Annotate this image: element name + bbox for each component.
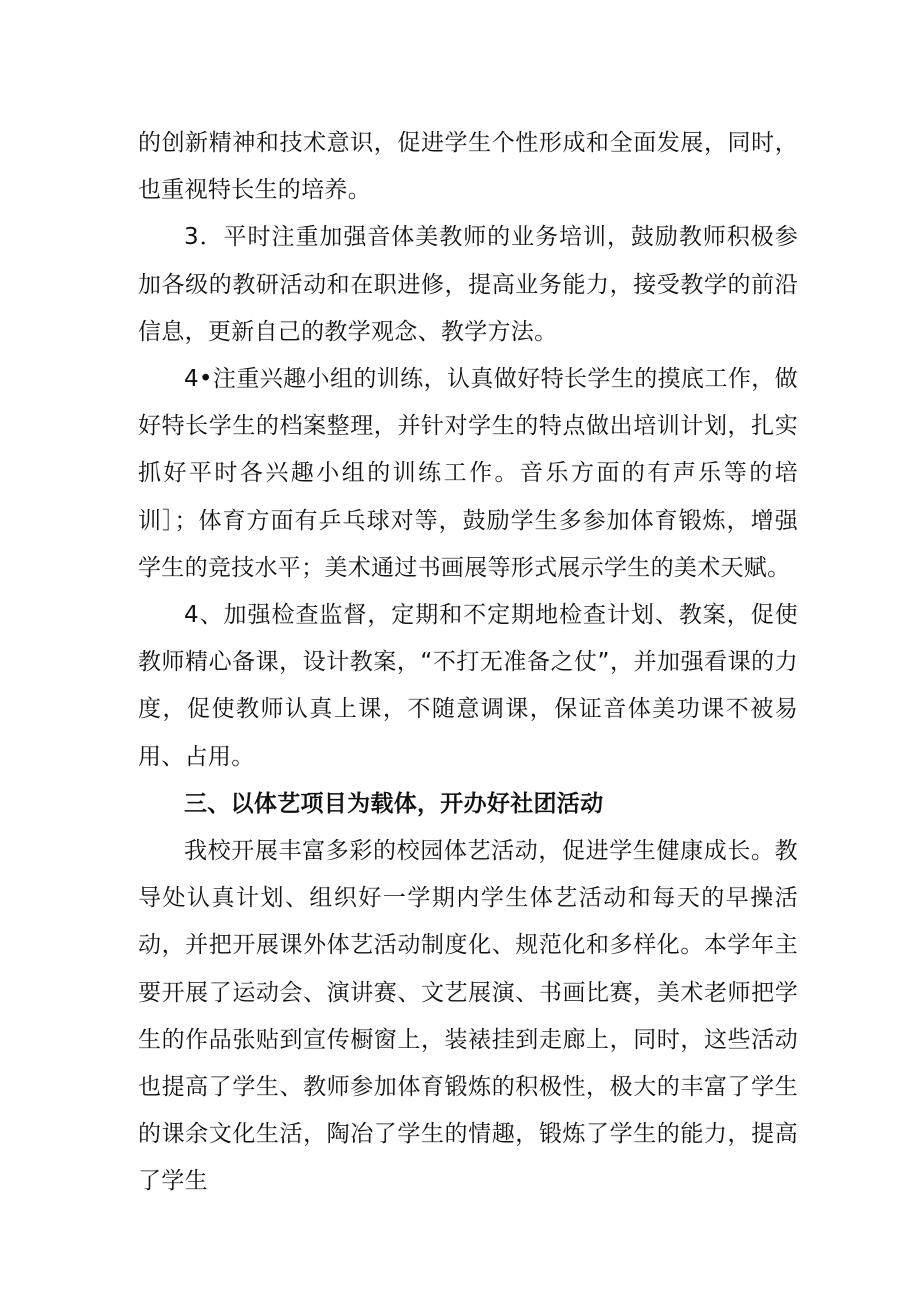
section-heading-three: 三、以体艺项目为载体，开办好社团活动 — [184, 790, 604, 817]
paragraph-item-3: 3．平时注重加强音体美教师的业务培训，鼓励教师积极参加各级的教研活动和在职进修，提高业务能力，接受教学的前沿信息，更新自己的教学观念、教学方法。 — [138, 224, 798, 345]
paragraph-item-4-inspection: 4、加强检查监督，定期和不定期地检查计划、教案，促使教师精心备课，设计教案，“不打无准备之仗”，并加强看课的力度，促使教师认真上课，不随意调课，保证音体美功课不被易用、占用。 — [138, 602, 798, 770]
paragraph-item-4-interest-groups: 4•注重兴趣小组的训练，认真做好特长学生的摸底工作，做好特长学生的档案整理，并针对学生的特点做出培训计划，扎实抓好平时各兴趣小组的训练工作。音乐方面的有声乐等的培训］；体育方面有乒乓球对等，鼓励学生多参加体育锻炼，增强学生的竞技水平；美术通过书画展等形式展示学生的美术天赋。 — [138, 366, 798, 581]
document-body — [138, 120, 798, 1206]
paragraph-continuation: 的创新精神和技术意识，促进学生个性形成和全面发展，同时，也重视特长生的培养。 — [138, 130, 798, 204]
paragraph-activities: 我校开展丰富多彩的校园体艺活动，促进学生健康成长。教导处认真计划、组织好一学期内学生体艺活动和每天的早操活动，并把开展课外体艺活动制度化、规范化和多样化。本学年主要开展了运动会、演讲赛、文艺展演、书画比赛，美术老师把学生的作品张贴到宣传橱窗上，装裱挂到走廊上，同时，这些活动也提高了学生、教师参加体育锻炼的积极性，极大的丰富了学生的课余文化生活，陶冶了学生的情趣，锻炼了学生的能力，提高了学生 — [138, 838, 798, 1195]
